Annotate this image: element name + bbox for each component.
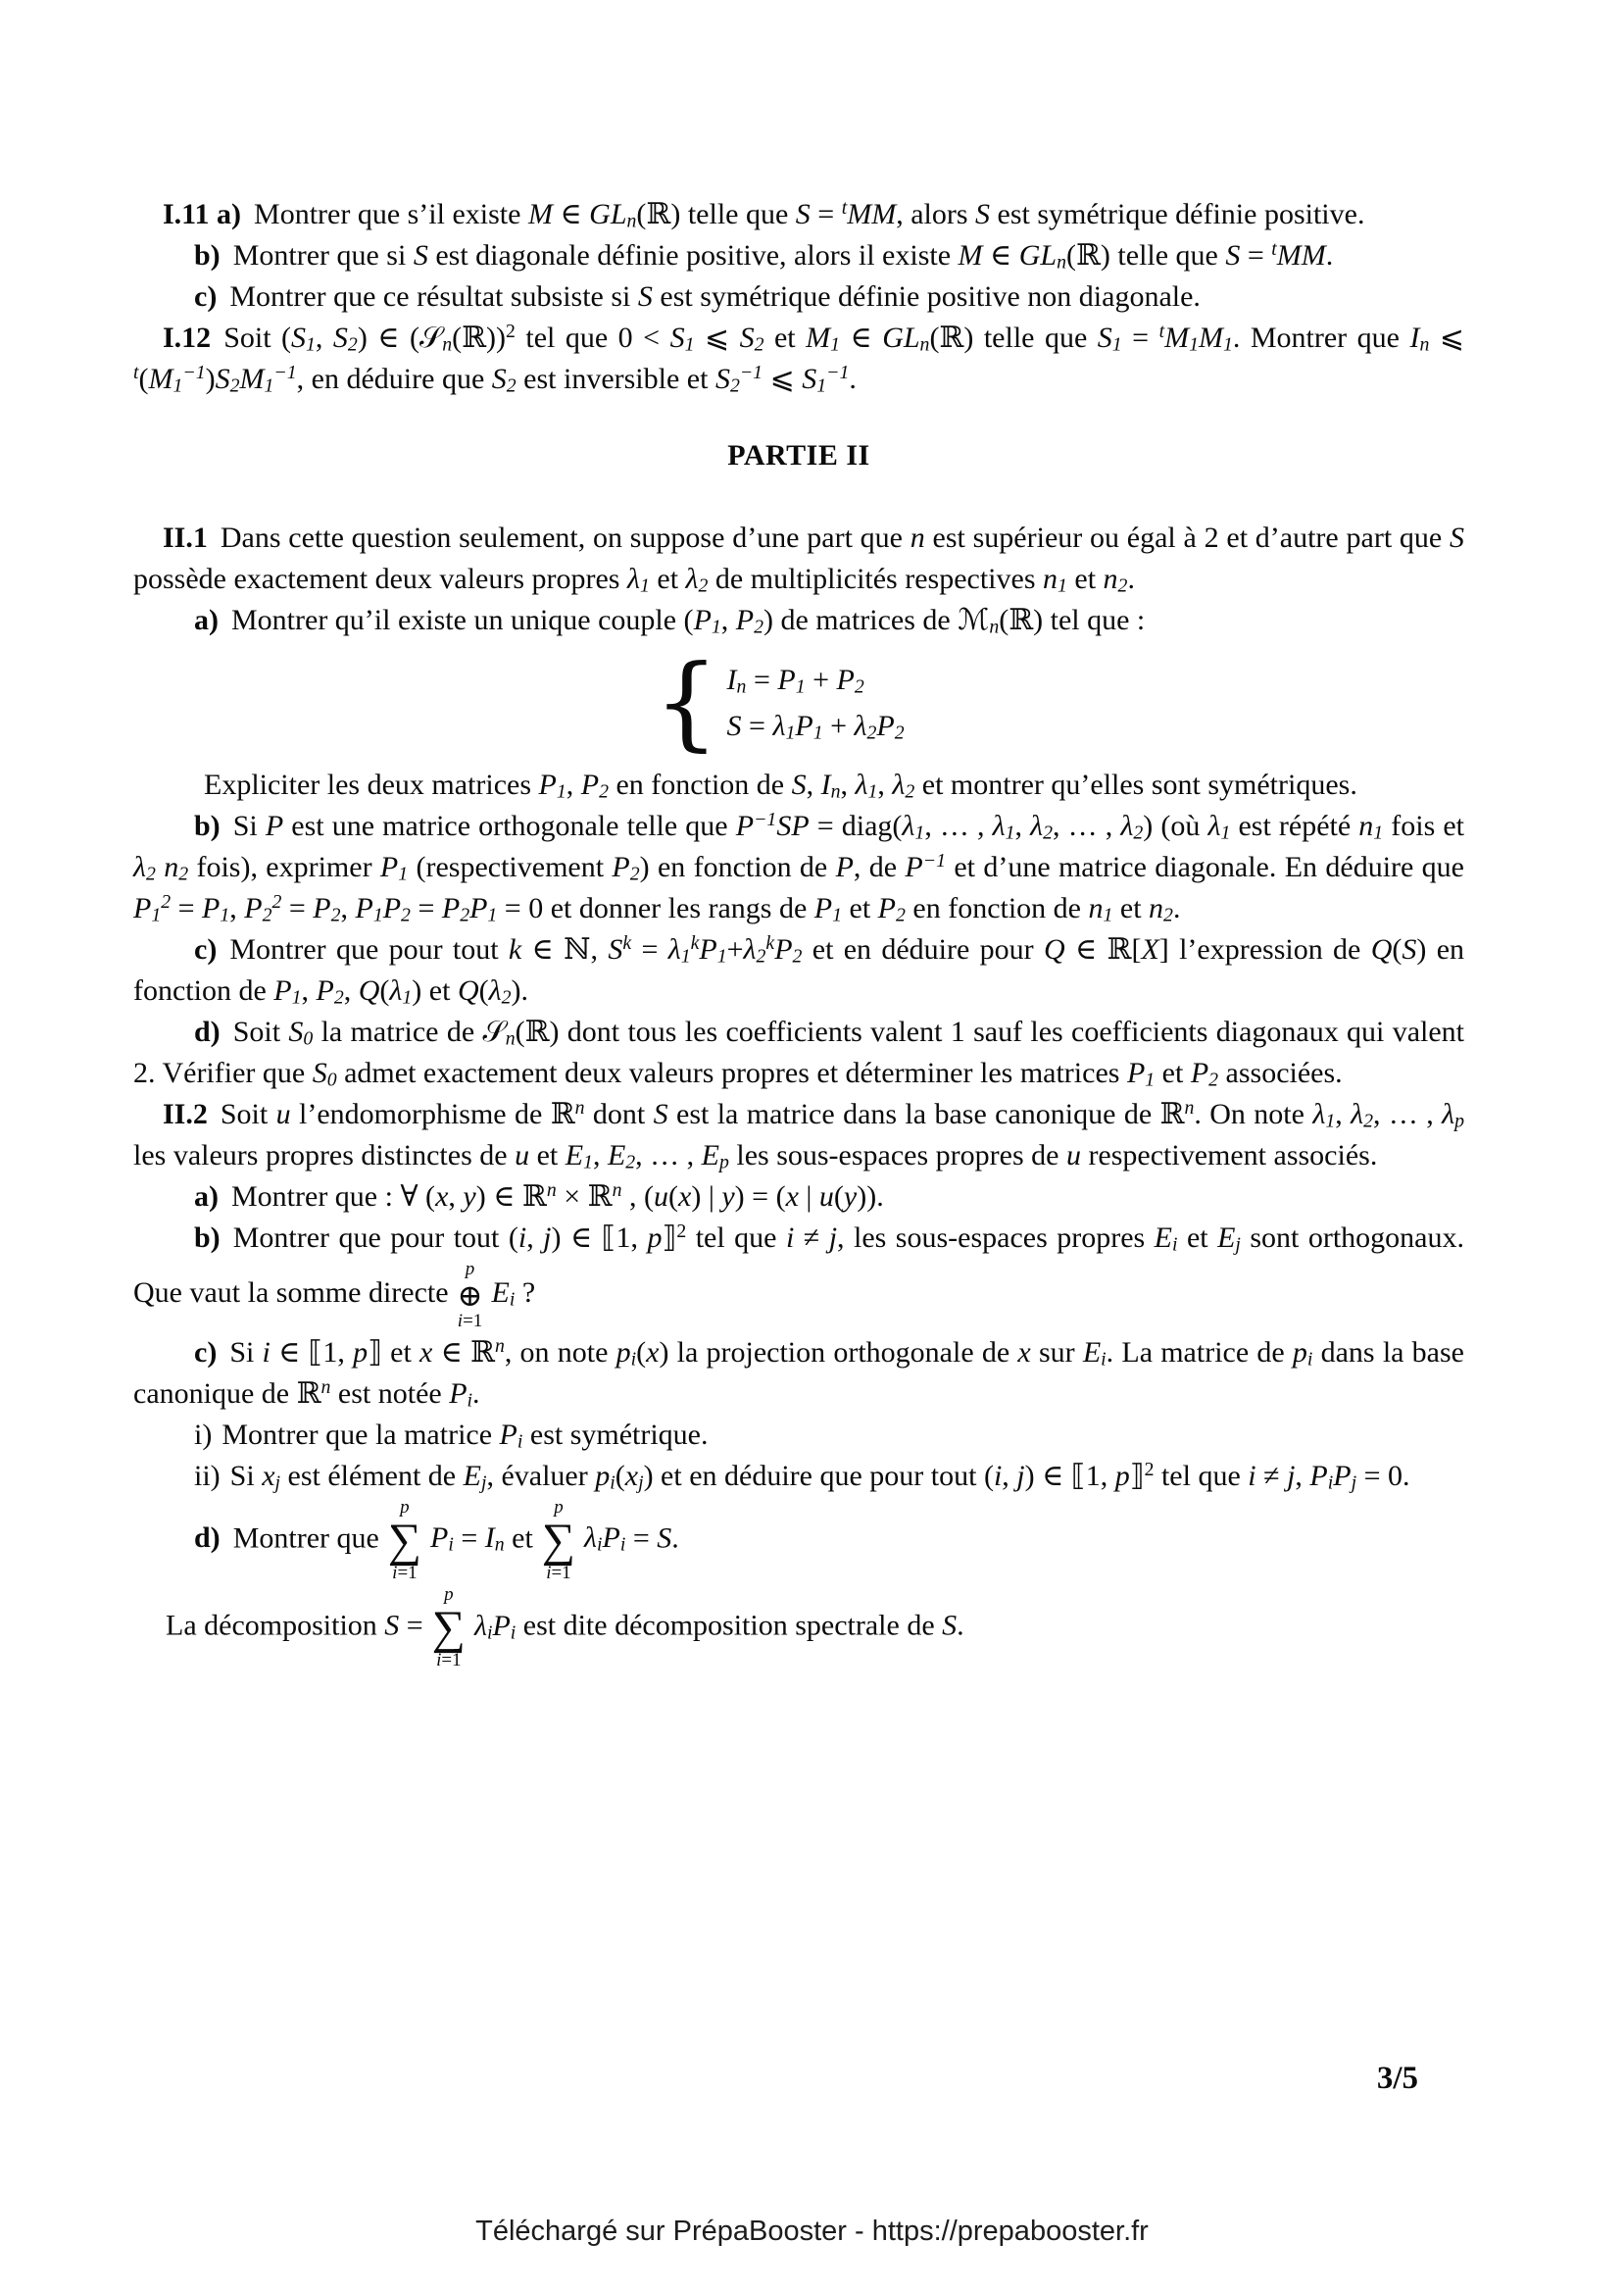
equation-system [133,642,1425,763]
equation-line-2: $S = \lambda_1P_1 + \lambda_2P_2$ [726,710,905,744]
question-text: Montrer que pour tout k ∈ ℕ, $S^k = \lambda_1^kP_1+\lambda_2^kP_2$ et en déduire pour Q ∈ ℝ[X] l’expression de Q(S) en fonction de $P_1$, $P_2$, $Q(\lambda_1)$ et $Q(\lambda_2)$. [133,932,1465,1009]
question-text: Si P est une matrice orthogonale telle que $P^{-1}SP$ = $diag(\lambda_1$, … , $\lambda_1$, $\lambda_2$, … , $\lambda_2$) (où $\lambda_1$ est répété $n_1$ fois et $\lambda_2$ $n_2$ fois), exprimer $P_1$ (respectivement $P_2$) en fonction de P, de $P^{-1}$ et d’une matrice diagonale. En déduire que $P_1^2 = P_1$, $P_2^2 = P_2$, $P_1P_2 = P_2P_1 = 0$ et donner les rangs de $P_1$ et $P_2$ en fonction de $n_1$ et $n_2$. [133,809,1465,926]
question-ii1-d [133,1012,1464,1094]
equation-lines [727,657,905,749]
question-ii1-expliciter [133,765,1464,806]
question-text: $P_i = I_n$ et [430,1521,533,1556]
part2-heading: PARTIE II [727,439,870,472]
direct-sum-icon: ⊕ [457,1277,483,1313]
question-text: Dans cette question seulement, on suppose d’une part que n est supérieur ou égal à 2 et d’autre part que S possède exactement deux valeurs propres $\lambda_1$ et $\lambda_2$ de multiplicités respectives $n_1$ et $n_2$. [133,522,1465,597]
question-text: Montrer que la matrice $P_i$ est symétrique. [221,1418,709,1453]
question-ii1-b [133,806,1464,929]
sum-notation [432,1584,466,1671]
question-text: Expliciter les deux matrices $P_1$, $P_2$ en fonction de S, $I_n$, $\lambda_1$, $\lambda_2$ et montrer qu’elles sont symétriques. [204,769,1357,803]
sum-lower-limit: i=1 [546,1563,571,1584]
question-text: Montrer qu’il existe un unique couple ($P_1$, $P_2$) de matrices de ℳ$_n$(ℝ) tel que : [231,604,1146,638]
question-text: Montrer que [232,1521,379,1555]
equation-line-1: $I_n = P_1 + P_2$ [726,664,864,698]
question-label: I.11 a) [163,198,242,230]
question-text: Montrer que ce résultat subsiste si S est symétrique définie positive non diagonale. [229,280,1201,313]
question-ii2-c-i [133,1415,1464,1456]
question-ii2-a [133,1176,1464,1218]
sigma-sum-icon: ∑ [431,1601,466,1654]
direct-sum-lower-limit: i=1 [457,1310,483,1331]
question-label: c) [194,280,218,313]
question-text: Montrer que pour tout (i, j) ∈ ⟦1, p⟧$^2$ tel que i ≠ j, les sous-espaces propres $E_i$ et $E_j$ sont orthogonaux. Que vaut la somme directe [133,1221,1464,1310]
sigma-sum-icon: ∑ [541,1514,576,1567]
question-label: b) [194,239,221,272]
sum-upper-limit: p [444,1583,454,1605]
sum-upper-limit: p [554,1496,564,1518]
sum-notation [542,1497,575,1584]
question-ii2-b [133,1218,1464,1332]
question-text: Montrer que s’il existe M ∈ $GL_n(ℝ)$ telle que S = $^t$MM, alors S est symétrique définie positive. [254,197,1365,232]
question-label: I.12 [163,322,212,354]
question-ii2-c [133,1332,1464,1415]
question-ii2-c-ii [133,1456,1464,1497]
question-label: a) [194,604,219,636]
sum-lower-limit: i=1 [436,1650,462,1671]
question-text: Soit $S_0$ la matrice de 𝒮$_n$(ℝ) dont tous les coefficients valent 1 sauf les coefficients diagonaux qui valent 2. Vérifier que $S_0$ admet exactement deux valeurs propres et déterminer les matrices $P_1$ et $P_2$ associées. [133,1016,1464,1091]
page-number: 3/5 [1376,2061,1418,2096]
direct-sum-upper-limit: p [465,1259,475,1279]
question-text: $E_i$ ? [491,1276,536,1311]
question-text: $\lambda_iP_i = S$. [584,1521,679,1556]
sigma-sum-icon: ∑ [387,1514,422,1567]
question-text: Soit ($S_1$, $S_2$) ∈ (𝒮$_n$(ℝ))$^2$ tel que $0 < S_1$ ⩽ $S_2$ et $M_1$ ∈ $GL_n(ℝ)$ telle que $S_1 = ^tM_1M_1$. Montrer que $I_n$ ⩽ $^t(M_1^{-1})S_2M_1^{-1}$, en déduire que $S_2$ est inversible et $S_2^{-1}$ ⩽ $S_1^{-1}$. [133,321,1464,397]
question-ii1-c [133,929,1464,1012]
spectral-decomposition-note [133,1584,1464,1671]
question-label: d) [194,1521,221,1555]
question-ii2-intro [133,1094,1464,1176]
question-text: Si $x_j$ est élément de $E_j$, évaluer $p_i(x_j)$ et en déduire que pour tout (i, j) ∈ ⟦1, p⟧$^2$ tel que i ≠ j, $P_iP_j = 0$. [229,1458,1410,1494]
download-footer-text: Téléchargé sur PrépaBooster - https://prepabooster.fr [475,2216,1149,2247]
question-label: a) [194,1180,219,1213]
question-text: Montrer que si S est diagonale définie positive, alors il existe M ∈ $GL_n(ℝ)$ telle que S = $^t$MM. [232,238,1334,274]
question-i12 [133,318,1464,400]
question-label: d) [194,1016,221,1048]
note-text: La décomposition S = [166,1609,423,1642]
left-brace: { [654,642,719,763]
question-i11b [133,235,1464,276]
question-label: II.2 [163,1098,208,1130]
question-text: Si i ∈ ⟦1, p⟧ et x ∈ ℝ$^n$, on note $p_i(x)$ la projection orthogonale de x sur $E_i$. La matrice de $p_i$ dans la base canonique de ℝ$^n$ est notée $P_i$. [133,1334,1464,1412]
question-i11a [133,194,1464,235]
question-ii2-d [133,1497,1464,1584]
sum-notation [388,1497,421,1584]
question-label: ii) [194,1459,221,1492]
question-text: Montrer que : ∀ (x, y) ∈ ℝ$^n$ × ℝ$^n$ , (u(x) | y) = (x | u(y)). [231,1179,884,1213]
question-ii1-a [133,600,1464,641]
question-ii1-intro [133,518,1464,600]
question-label: b) [194,1221,221,1254]
page-content [133,194,1464,1671]
question-label: c) [194,1335,218,1369]
note-text: $\lambda_iP_i$ est dite décomposition spectrale de S. [473,1609,964,1644]
direct-sum-notation [458,1259,483,1332]
question-i11c [133,276,1464,318]
question-label: II.1 [163,522,208,554]
question-label: i) [194,1418,213,1451]
sum-lower-limit: i=1 [392,1563,418,1584]
question-text: Soit u l’endomorphisme de ℝ$^n$ dont S est la matrice dans la base canonique de ℝ$^n$. On note $\lambda_1$, $\lambda_2$, … , $\lambda_p$ les valeurs propres distinctes de u et $E_1$, $E_2$, … , $E_p$ les sous-espaces propres de u respectivement associés. [133,1097,1465,1173]
sum-upper-limit: p [400,1496,410,1518]
question-label: b) [194,810,221,842]
question-label: c) [194,933,218,966]
